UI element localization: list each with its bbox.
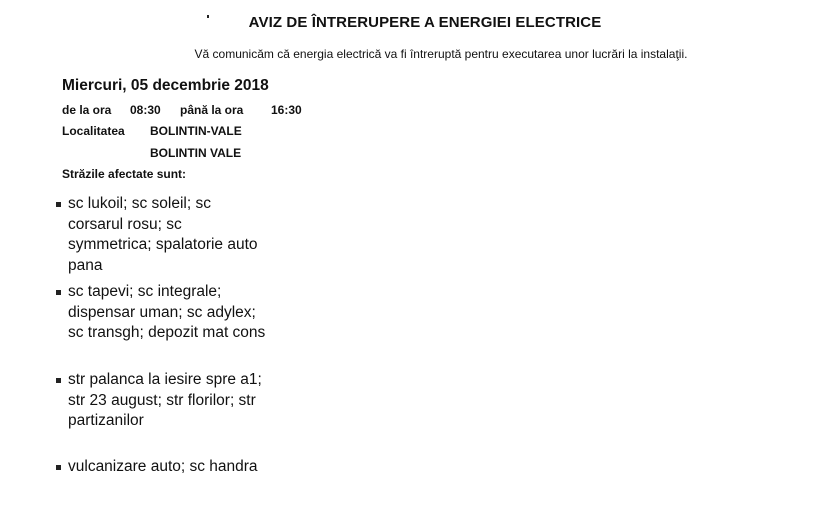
bullet-icon [56,202,61,207]
street-group-text: str palanca la iesire spre a1; str 23 august; str florilor; str partizanilor [68,371,262,429]
street-group-text: sc lukoil; sc soleil; sc corsarul rosu; sc symmetrica; spalatorie auto pana [68,195,258,274]
notice-intro: Vă comunicăm că energia electrică va fi întreruptă pentru executarea unor lucrări la instalaţii. [194,47,688,61]
street-group-text: sc tapevi; sc integrale; dispensar uman; sc adylex; sc transgh; depozit mat cons [68,283,266,341]
time-from-label: de la ora [62,103,112,117]
time-to-label: până la ora [180,103,244,117]
bullet-icon [56,290,61,295]
notice-title: AVIZ DE ÎNTRERUPERE A ENERGIEI ELECTRICE [248,14,602,31]
streets-label: Străzile afectate sunt: [62,167,187,181]
locality-label: Localitatea [62,124,125,138]
bullet-icon [56,378,61,383]
locality-value-1: BOLINTIN-VALE [150,124,242,138]
bullet-icon [56,465,61,470]
outage-date: Miercuri, 05 decembrie 2018 [62,77,269,94]
locality-value-2: BOLINTIN VALE [150,146,242,160]
street-group-text: vulcanizare auto; sc handra [68,458,258,475]
time-to-value: 16:30 [271,103,302,117]
time-from-value: 08:30 [130,103,161,117]
